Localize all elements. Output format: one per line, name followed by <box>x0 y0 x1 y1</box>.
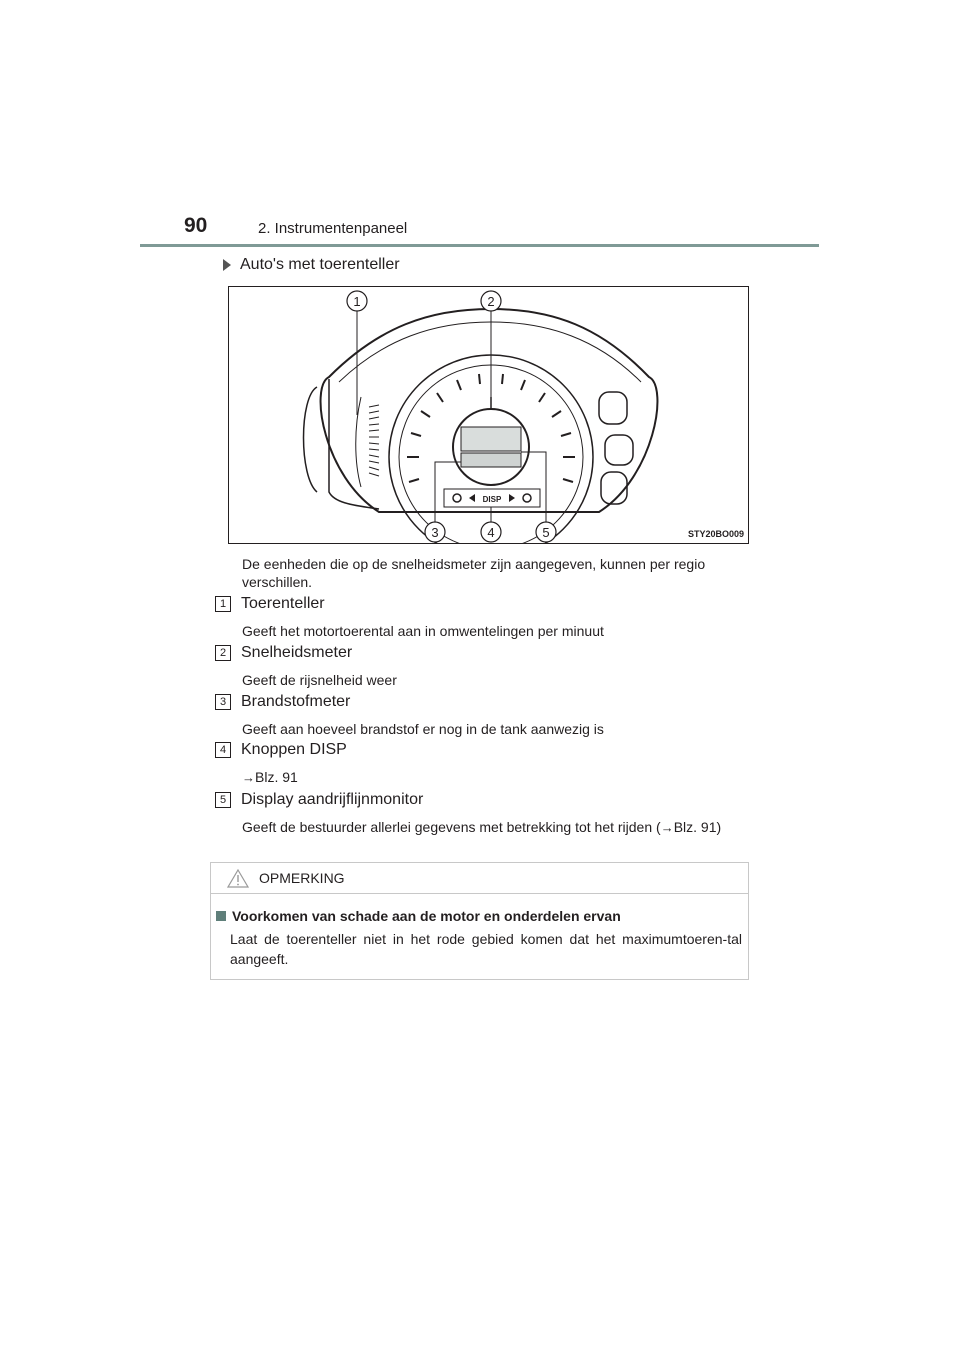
page-number: 90 <box>184 214 208 237</box>
callout-5-label: 5 <box>542 525 550 540</box>
item-powertrain-monitor <box>215 790 750 837</box>
notice-title: OPMERKING <box>259 870 345 886</box>
instrument-cluster-illustration <box>229 287 749 544</box>
callout-5 <box>536 522 556 542</box>
item-title: Knoppen DISP <box>241 741 347 758</box>
arrow-right-icon: → <box>242 770 255 785</box>
item-speedometer <box>215 643 750 689</box>
page-reference[interactable]: Blz. 91) <box>673 819 722 835</box>
callout-4 <box>481 522 501 542</box>
square-bullet-icon <box>216 911 226 921</box>
callout-2 <box>481 291 501 311</box>
item-description: Geeft aan hoeveel brandstof er nog in de tank aanwezig is <box>242 721 604 737</box>
tachometer-bar <box>369 405 379 476</box>
figure-code: STY20BO009 <box>687 529 744 539</box>
item-title: Toerenteller <box>241 595 325 612</box>
page-reference[interactable]: Blz. 91 <box>255 769 298 785</box>
item-description: Geeft de rijsnelheid weer <box>242 672 397 688</box>
callout-4-label: 4 <box>487 525 495 540</box>
instrument-cluster-figure <box>228 286 749 544</box>
callout-1 <box>347 291 367 311</box>
item-disp-buttons <box>215 740 750 787</box>
notice-header <box>211 863 748 894</box>
item-number-badge: 1 <box>215 596 231 612</box>
notice-text: Laat de toerenteller niet in het rode gebied komen dat het maximumtoeren-tal aangeeft. <box>230 931 742 967</box>
item-description <box>242 818 750 837</box>
item-title: Snelheidsmeter <box>241 644 353 661</box>
notice-box <box>210 862 749 980</box>
subheading <box>223 256 400 274</box>
item-description: Geeft het motortoerental aan in omwentelingen per minuut <box>242 623 604 639</box>
warning-triangle-icon <box>227 869 249 888</box>
subheading-text: Auto's met toerenteller <box>240 256 400 273</box>
callout-3-label: 3 <box>431 525 439 540</box>
callout-2-label: 2 <box>487 294 495 309</box>
callout-1-label: 1 <box>353 294 361 309</box>
item-description-text: Geeft de bestuurder allerlei gegevens met betrekking tot het rijden ( <box>242 819 661 835</box>
notice-subtitle <box>216 908 621 924</box>
item-number-badge: 3 <box>215 694 231 710</box>
section-title: 2. Instrumentenpaneel <box>258 220 408 237</box>
triangle-bullet-icon <box>223 259 231 271</box>
item-number-badge: 2 <box>215 645 231 661</box>
item-title: Display aandrijflijnmonitor <box>241 791 424 808</box>
item-description <box>242 768 750 787</box>
item-title: Brandstofmeter <box>241 693 351 710</box>
item-tachometer <box>215 594 750 640</box>
header-rule <box>140 244 819 247</box>
disp-label: DISP <box>482 495 502 504</box>
notice-subtitle-text: Voorkomen van schade aan de motor en onderdelen ervan <box>232 908 621 924</box>
item-number-badge: 4 <box>215 742 231 758</box>
callout-3 <box>425 522 445 542</box>
units-note: De eenheden die op de snelheidsmeter zijn aangegeven, kunnen per regio verschillen. <box>242 556 706 590</box>
item-number-badge: 5 <box>215 792 231 808</box>
arrow-right-icon: → <box>660 820 674 835</box>
item-fuel-gauge <box>215 692 750 738</box>
